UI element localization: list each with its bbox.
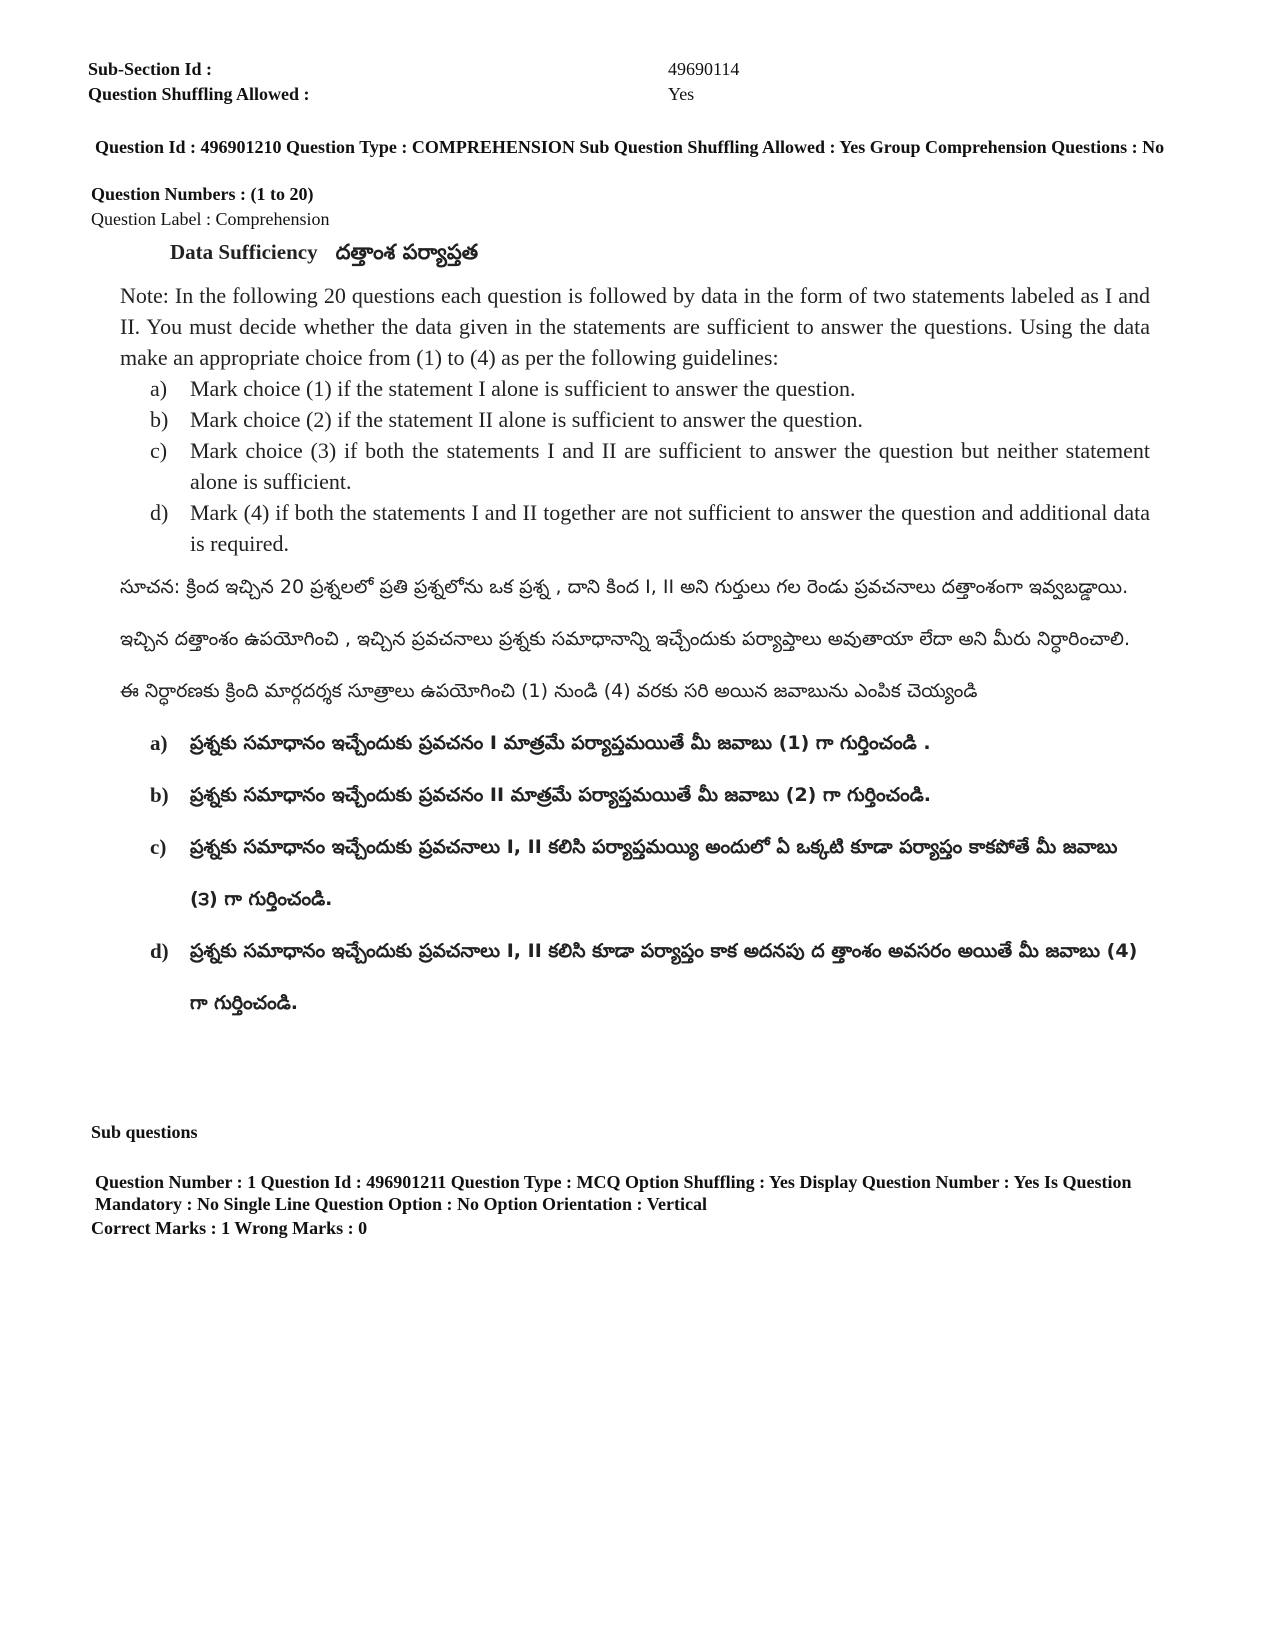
guideline-item: c) Mark choice (3) if both the statements I and II are sufficient to answer the question but neither statement alone is sufficient. (150, 438, 1150, 494)
subsection-label: Sub-Section Id : (88, 59, 213, 79)
guidelines-english (120, 373, 1150, 559)
title-english: Data Sufficiency (170, 240, 318, 264)
sub-questions-heading: Sub questions (91, 1122, 198, 1142)
guideline-item-telugu: b) ప్రశ్నకు సమాధానం ఇచ్చేందుకు ప్రవచనం II మాత్రమే పర్యాప్తమయితే మీ జవాబు (2) గా గుర్తించండి. (150, 783, 931, 807)
title-telugu: దత్తాంశ పర్యాప్తత (335, 240, 479, 264)
comprehension-passage (120, 240, 1150, 1029)
guideline-item-telugu: d) ప్రశ్నకు సమాధానం ఇచ్చేందుకు ప్రవచనాలు I, II కలిసి కూడా పర్యాప్తం కాక అదనపు ద త్తాంశం అవసరం అయితే మీ జవాబు (4) గా గుర్తించండి. (150, 939, 1138, 1014)
question-label: Question Label : Comprehension (91, 209, 330, 229)
subsection-value: 49690114 (668, 59, 740, 79)
guideline-item: a) Mark choice (1) if the statement I alone is sufficient to answer the question. (150, 376, 856, 401)
guideline-item: b) Mark choice (2) if the statement II alone is sufficient to answer the question. (150, 407, 863, 432)
guideline-item-telugu: a) ప్రశ్నకు సమాధానం ఇచ్చేందుకు ప్రవచనం I మాత్రమే పర్యాప్తమయితే మీ జవాబు (1) గా గుర్తించండి . (150, 731, 931, 755)
passage-title (120, 240, 1150, 270)
shuffling-value: Yes (668, 84, 695, 104)
sub-question-marks: Correct Marks : 1 Wrong Marks : 0 (91, 1218, 368, 1238)
guideline-item-telugu: c) ప్రశ్నకు సమాధానం ఇచ్చేందుకు ప్రవచనాలు I, II కలిసి పర్యాప్తమయ్యి అందులో ఏ ఒక్కటి కూడా పర్యాప్తం కాకపోతే మీ జవాబు (౩) గా గుర్తించండి. (150, 835, 1118, 910)
guidelines-telugu (120, 717, 1150, 1029)
guideline-item: d) Mark (4) if both the statements I and II together are not sufficient to answer the question and additional data is required. (150, 500, 1150, 556)
question-numbers: Question Numbers : (1 to 20) (91, 184, 314, 204)
note-telugu: సూచన: క్రింద ఇచ్చిన 20 ప్రశ్నలలో ప్రతి ప్రశ్నలోను ఒక ప్రశ్న , దాని కింద I, II అని గుర్తులు గల రెండు ప్రవచనాలు దత్తాంశంగా ఇవ్వబడ్డాయి. ఇచ్చిన దత్తాంశం ఉపయోగించి , ఇచ్చిన ప్రవచనాలు ప్రశ్నకు సమాధానాన్ని ఇచ్చేందుకు పర్యాప్తాలు అవుతాయా లేదా అని మీరు నిర్ధారించాలి. ఈ నిర్ధారణకు క్రింది మార్గదర్శక సూత్రాలు ఉపయోగించి (1) నుండి (4) వరకు సరి అయిన జవాబును ఎంపిక చెయ్యండి (120, 576, 1131, 702)
question-meta: Question Id : 496901210 Question Type : COMPREHENSION Sub Question Shuffling Allowed : Yes Group Comprehension Questions : No (95, 137, 1165, 157)
sub-question-meta: Question Number : 1 Question Id : 496901211 Question Type : MCQ Option Shuffling : Yes Display Question Number : Yes Is Question Mandatory : No Single Line Question Option : No Option Orientation : Vertical (95, 1172, 1132, 1214)
note-english: Note: In the following 20 questions each question is followed by data in the form of two statements labeled as I and II. You must decide whether the data given in the statements are sufficient to answer the questions. Using the data make an appropriate choice from (1) to (4) as per the following guidelines: (120, 283, 1150, 370)
shuffling-label: Question Shuffling Allowed : (88, 84, 310, 104)
